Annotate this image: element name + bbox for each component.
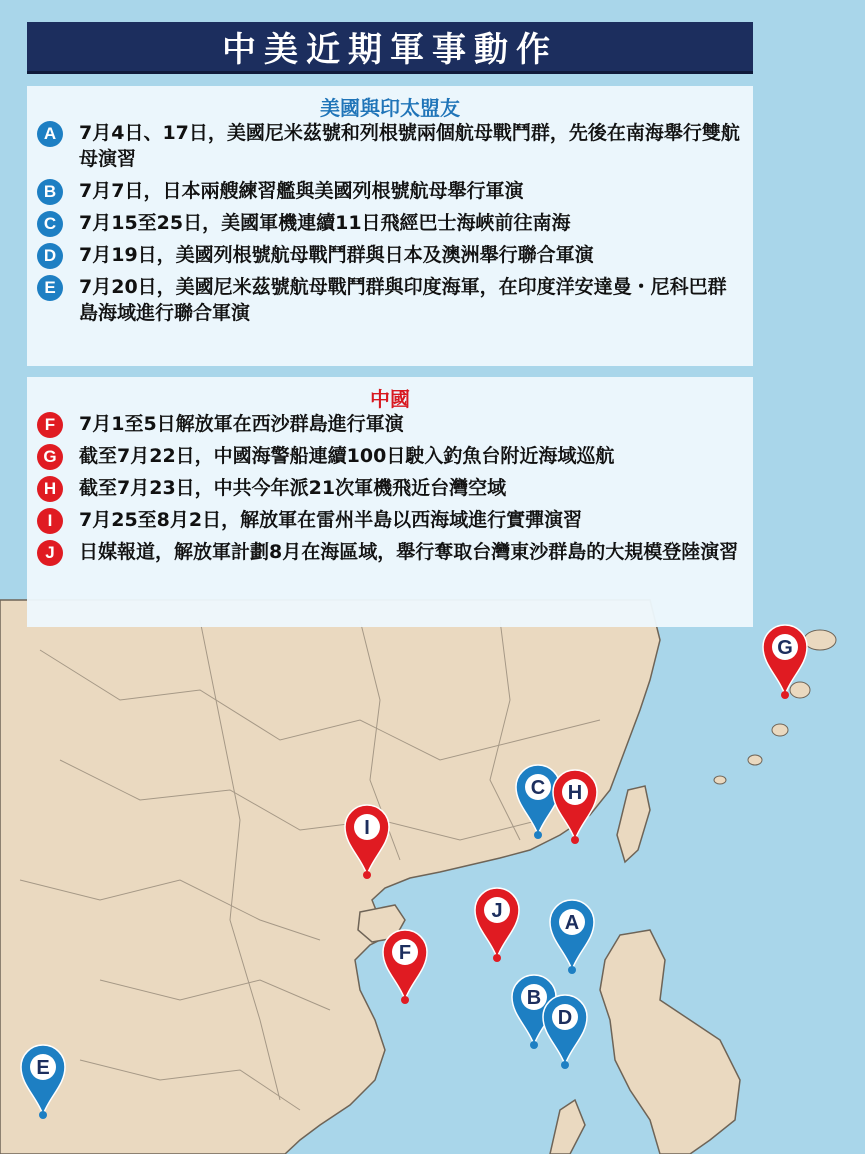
map-pin-c bbox=[516, 765, 560, 839]
event-badge-b: B bbox=[37, 179, 63, 205]
map-pin-e bbox=[21, 1045, 65, 1119]
event-badge-h: H bbox=[37, 476, 63, 502]
pin-base-dot bbox=[530, 1041, 538, 1049]
map-pin-a bbox=[550, 900, 594, 974]
event-badge-d: D bbox=[37, 243, 63, 269]
pin-base-dot bbox=[39, 1111, 47, 1119]
event-text-d: 7月19日，美國列根號航母戰鬥群與日本及澳洲舉行聯合軍演 bbox=[79, 244, 594, 266]
map-pin-g bbox=[763, 625, 807, 699]
page-title: 中美近期軍事動作 bbox=[222, 30, 558, 70]
pin-label-c: C bbox=[530, 777, 546, 799]
pin-label-g: G bbox=[777, 637, 793, 659]
pin-label-b: B bbox=[526, 987, 542, 1009]
event-text-g: 截至7月22日，中國海警船連續100日駛入釣魚台附近海域巡航 bbox=[79, 445, 615, 467]
event-badge-i: I bbox=[37, 508, 63, 534]
event-text-a: 7月4日、17日，美國尼米茲號和列根號兩個航母戰鬥群，先後在南海舉行雙航母演習 bbox=[79, 122, 740, 170]
event-badge-g: G bbox=[37, 444, 63, 470]
pin-base-dot bbox=[493, 954, 501, 962]
event-text-i: 7月25至8月2日，解放軍在雷州半島以西海域進行實彈演習 bbox=[79, 509, 583, 531]
event-text-b: 7月7日，日本兩艘練習艦與美國列根號航母舉行軍演 bbox=[79, 180, 524, 202]
pin-base-dot bbox=[363, 871, 371, 879]
map-pin-d bbox=[543, 995, 587, 1069]
pin-base-dot bbox=[568, 966, 576, 974]
pin-label-j: J bbox=[491, 900, 503, 922]
event-text-f: 7月1至5日解放軍在西沙群島進行軍演 bbox=[79, 413, 404, 435]
pin-base-dot bbox=[571, 836, 579, 844]
pin-base-dot bbox=[561, 1061, 569, 1069]
event-badge-j: J bbox=[37, 540, 63, 566]
map-pin-f bbox=[383, 930, 427, 1004]
pin-label-d: D bbox=[557, 1007, 573, 1029]
event-text-h: 截至7月23日，中共今年派21次軍機飛近台灣空域 bbox=[79, 477, 507, 499]
pin-base-dot bbox=[534, 831, 542, 839]
pin-label-h: H bbox=[567, 782, 583, 804]
map-pin-h bbox=[553, 770, 597, 844]
pin-label-f: F bbox=[398, 942, 412, 964]
event-badge-f: F bbox=[37, 412, 63, 438]
map-pin-i bbox=[345, 805, 389, 879]
event-text-j: 日媒報道，解放軍計劃8月在海區域，舉行奪取台灣東沙群島的大規模登陸演習 bbox=[79, 541, 739, 563]
pin-label-a: A bbox=[564, 912, 580, 934]
us-section-heading: 美國與印太盟友 bbox=[320, 96, 460, 120]
pin-base-dot bbox=[401, 996, 409, 1004]
cn-section-heading: 中國 bbox=[370, 387, 410, 411]
event-badge-e: E bbox=[37, 275, 63, 301]
event-badge-a: A bbox=[37, 121, 63, 147]
pin-base-dot bbox=[781, 691, 789, 699]
event-text-c: 7月15至25日，美國軍機連續11日飛經巴士海峽前往南海 bbox=[79, 212, 571, 234]
map-pin-j bbox=[475, 888, 519, 962]
event-text-e: 7月20日，美國尼米茲號航母戰鬥群與印度海軍，在印度洋安達曼・尼科巴群島海域進行聯合軍演 bbox=[79, 276, 727, 324]
event-badge-c: C bbox=[37, 211, 63, 237]
pin-label-e: E bbox=[36, 1057, 50, 1079]
pin-label-i: I bbox=[364, 817, 370, 839]
